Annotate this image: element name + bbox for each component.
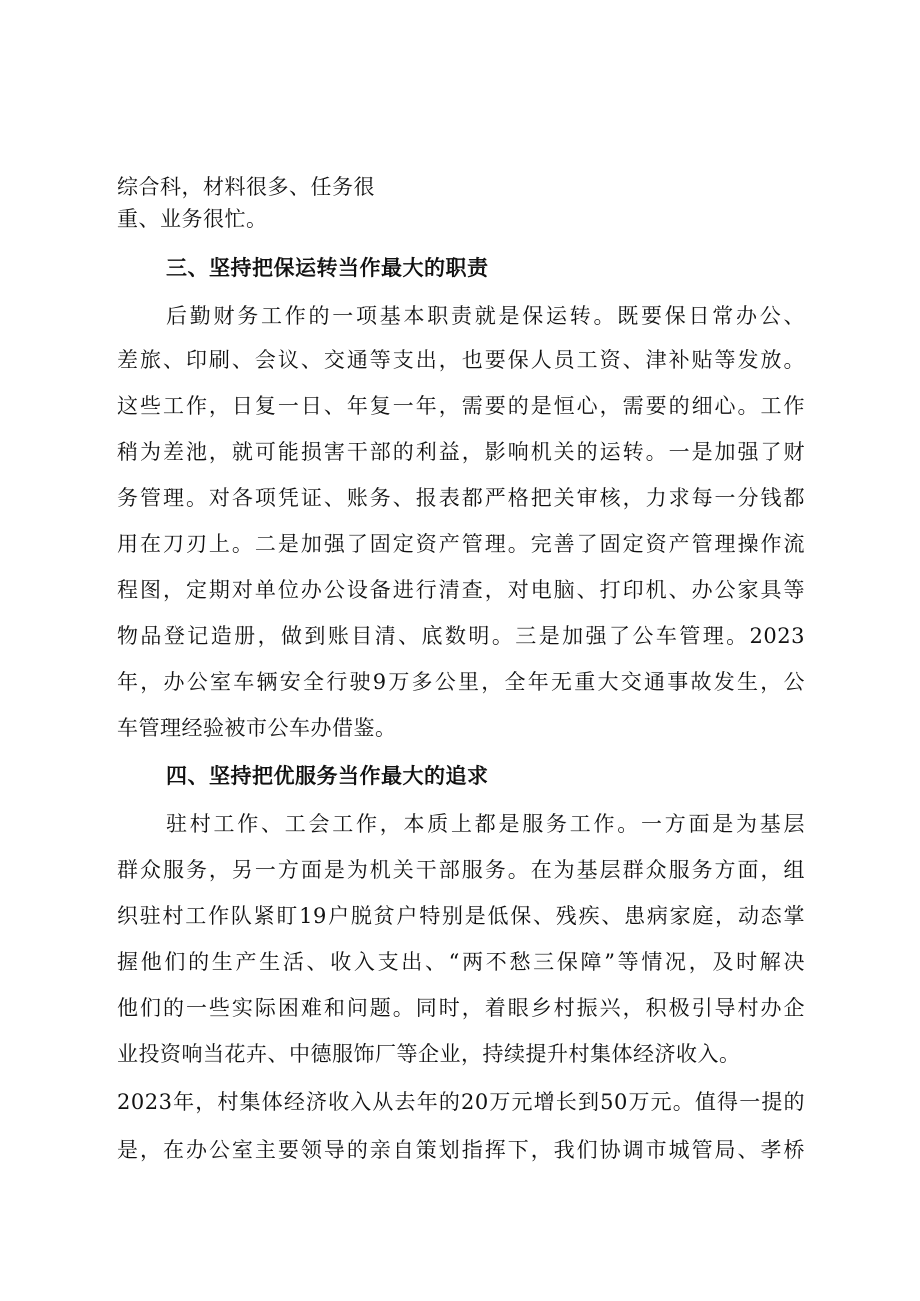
section4-heading: 四、坚持把优服务当作最大的追求 <box>166 764 489 788</box>
section3-line-4: 稍为差池，就可能损害干部的利益，影响机关的运转。一是加强了财 <box>117 440 805 464</box>
section4-line-1: 驻村工作、工会工作，本质上都是服务工作。一方面是为基层 <box>166 812 805 836</box>
section3-heading: 三、坚持把保运转当作最大的职责 <box>166 256 489 280</box>
section4-line-7: 2023年，村集体经济收入从去年的20万元增长到50万元。值得一提的 <box>117 1090 805 1114</box>
intro-line-2: 重、业务很忙。 <box>117 207 268 231</box>
section3-line-6: 用在刀刃上。二是加强了固定资产管理。完善了固定资产管理操作流 <box>117 532 805 556</box>
section4-line-6: 业投资响当花卉、中德服饰厂等企业，持续提升村集体经济收入。 <box>117 1042 741 1066</box>
section3-line-2: 差旅、印刷、会议、交通等支出，也要保人员工资、津补贴等发放。 <box>117 348 805 372</box>
section4-line-4: 握他们的生产生活、收入支出、“两不愁三保障”等情况，及时解决 <box>117 950 805 974</box>
intro-line-1: 综合科，材料很多、任务很 <box>117 175 375 199</box>
section3-line-9: 年，办公室车辆安全行驶9万多公里，全年无重大交通事故发生，公 <box>117 670 805 694</box>
section3-line-10: 车管理经验被市公车办借鉴。 <box>117 716 397 740</box>
section3-line-1: 后勤财务工作的一项基本职责就是保运转。既要保日常办公、 <box>166 304 805 328</box>
section3-line-8: 物品登记造册，做到账目清、底数明。三是加强了公车管理。2023 <box>117 624 805 648</box>
section4-line-2: 群众服务，另一方面是为机关干部服务。在为基层群众服务方面，组 <box>117 858 805 882</box>
section3-line-5: 务管理。对各项凭证、账务、报表都严格把关审核，力求每一分钱都 <box>117 486 805 510</box>
section3-line-7: 程图，定期对单位办公设备进行清查，对电脑、打印机、办公家具等 <box>117 578 805 602</box>
section4-line-5: 他们的一些实际困难和问题。同时，着眼乡村振兴，积极引导村办企 <box>117 996 805 1020</box>
section3-line-3: 这些工作，日复一日、年复一年，需要的是恒心，需要的细心。工作 <box>117 394 805 418</box>
section4-line-8: 是，在办公室主要领导的亲自策划指挥下，我们协调市城管局、孝桥 <box>117 1138 805 1162</box>
section4-line-3: 织驻村工作队紧盯19户脱贫户特别是低保、残疾、患病家庭，动态掌 <box>117 904 805 928</box>
